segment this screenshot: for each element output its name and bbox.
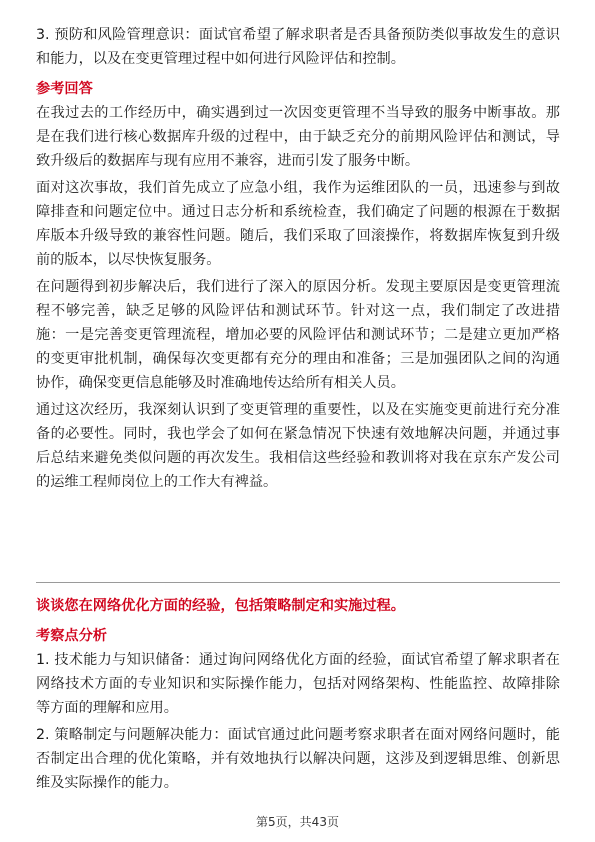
document-body-top <box>36 23 560 494</box>
answer-paragraph-3: 在问题得到初步解决后，我们进行了深入的原因分析。发现主要原因是变更管理流程不够完善，缺乏足够的风险评估和测试环节。针对这一点，我们制定了改进措施：一是完善变更管理流程，增加必要的风险评估和测试环节；二是建立更加严格的变更审批机制，确保每次变更都有充分的理由和准备；三是加强团队之间的沟通协作，确保变更信息能够及时准确地传达给所有相关人员。 <box>36 279 560 391</box>
analysis-point-1: 1. 技术能力与知识储备：通过询问网络优化方面的经验，面试官希望了解求职者在网络技术方面的专业知识和实际操作能力，包括对网络架构、性能监控、故障排除等方面的理解和应用。 <box>36 652 560 716</box>
page-number: 第5页，共43页 <box>256 815 339 829</box>
document-body-bottom <box>36 590 560 795</box>
interview-question: 谈谈您在网络优化方面的经验，包括策略制定和实施过程。 <box>36 598 405 614</box>
analysis-point-3: 3. 预防和风险管理意识：面试官希望了解求职者是否具备预防类似事故发生的意识和能力，以及在变更管理过程中如何进行风险评估和控制。 <box>36 27 560 67</box>
analysis-point-2: 2. 策略制定与问题解决能力：面试官通过此问题考察求职者在面对网络问题时，能否制定出合理的优化策略，并有效地执行以解决问题，这涉及到逻辑思维、创新思维及实际操作的能力。 <box>36 727 560 791</box>
reference-answer-heading: 参考回答 <box>36 81 93 97</box>
answer-paragraph-2: 面对这次事故，我们首先成立了应急小组，我作为运维团队的一员，迅速参与到故障排查和问题定位中。通过日志分析和系统检查，我们确定了问题的根源在于数据库版本升级导致的兼容性问题。随后，我们采取了回滚操作，将数据库恢复到升级前的版本，以尽快恢复服务。 <box>36 180 560 268</box>
analysis-heading: 考察点分析 <box>36 628 107 644</box>
section-divider <box>36 582 560 583</box>
answer-paragraph-1: 在我过去的工作经历中，确实遇到过一次因变更管理不当导致的服务中断事故。那是在我们进行核心数据库升级的过程中，由于缺乏充分的前期风险评估和测试，导致升级后的数据库与现有应用不兼容，进而引发了服务中断。 <box>36 105 560 169</box>
answer-paragraph-4: 通过这次经历，我深刻认识到了变更管理的重要性，以及在实施变更前进行充分准备的必要性。同时，我也学会了如何在紧急情况下快速有效地解决问题，并通过事后总结来避免类似问题的再次发生。我相信这些经验和教训将对我在京东产发公司的运维工程师岗位上的工作大有裨益。 <box>36 402 560 490</box>
